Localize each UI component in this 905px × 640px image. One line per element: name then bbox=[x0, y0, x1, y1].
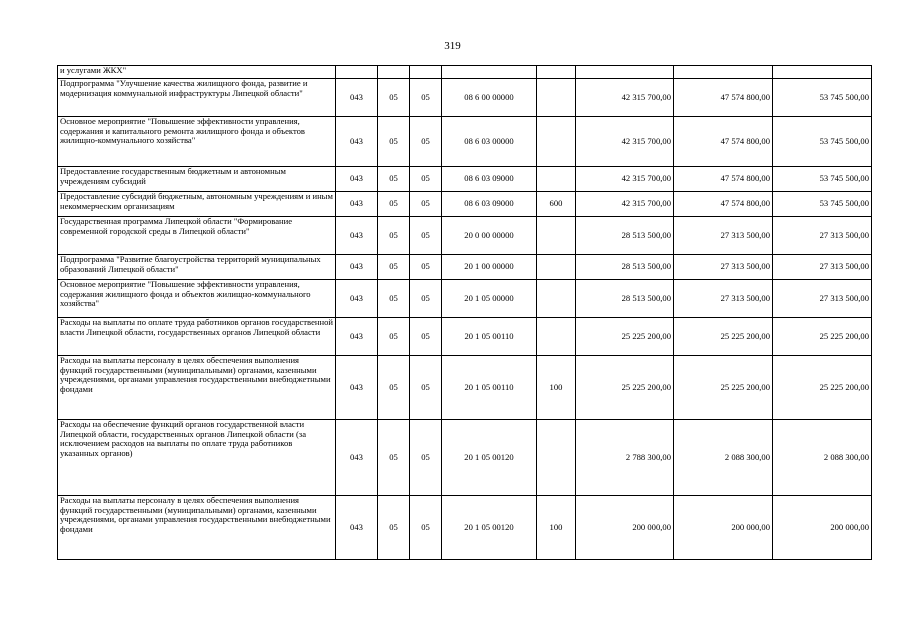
table-row bbox=[58, 496, 872, 560]
amount-2022 bbox=[773, 66, 872, 79]
section-code: 05 bbox=[378, 356, 410, 420]
table-row bbox=[58, 192, 872, 217]
row-name: Подпрограмма "Развитие благоустройства территорий муниципальных образований Липецкой области" bbox=[58, 255, 336, 280]
expense-type-code bbox=[537, 255, 576, 280]
subsection-code: 05 bbox=[410, 79, 442, 117]
section-code bbox=[378, 66, 410, 79]
subsection-code: 05 bbox=[410, 420, 442, 496]
amount-2020: 42 315 700,00 bbox=[576, 167, 674, 192]
table-row bbox=[58, 280, 872, 318]
target-article-code bbox=[442, 66, 537, 79]
ministry-code: 043 bbox=[336, 496, 378, 560]
ministry-code: 043 bbox=[336, 280, 378, 318]
expense-type-code bbox=[537, 217, 576, 255]
amount-2022: 25 225 200,00 bbox=[773, 356, 872, 420]
amount-2022: 25 225 200,00 bbox=[773, 318, 872, 356]
amount-2021: 47 574 800,00 bbox=[674, 117, 773, 167]
target-article-code: 20 1 05 00120 bbox=[442, 420, 537, 496]
table-row bbox=[58, 117, 872, 167]
amount-2020: 42 315 700,00 bbox=[576, 79, 674, 117]
target-article-code: 20 1 05 00120 bbox=[442, 496, 537, 560]
ministry-code: 043 bbox=[336, 117, 378, 167]
amount-2022: 27 313 500,00 bbox=[773, 280, 872, 318]
expense-type-code bbox=[537, 420, 576, 496]
ministry-code: 043 bbox=[336, 192, 378, 217]
amount-2020 bbox=[576, 66, 674, 79]
target-article-code: 08 6 03 00000 bbox=[442, 117, 537, 167]
target-article-code: 08 6 03 09000 bbox=[442, 167, 537, 192]
ministry-code bbox=[336, 66, 378, 79]
target-article-code: 20 0 00 00000 bbox=[442, 217, 537, 255]
ministry-code: 043 bbox=[336, 255, 378, 280]
table-row bbox=[58, 217, 872, 255]
amount-2022: 27 313 500,00 bbox=[773, 217, 872, 255]
subsection-code: 05 bbox=[410, 117, 442, 167]
amount-2020: 42 315 700,00 bbox=[576, 117, 674, 167]
amount-2020: 25 225 200,00 bbox=[576, 356, 674, 420]
subsection-code: 05 bbox=[410, 255, 442, 280]
amount-2022: 200 000,00 bbox=[773, 496, 872, 560]
row-name: Расходы на выплаты по оплате труда работников органов государственной власти Липецкой области, государственных органов Липецкой области bbox=[58, 318, 336, 356]
amount-2021: 47 574 800,00 bbox=[674, 192, 773, 217]
amount-2022: 53 745 500,00 bbox=[773, 79, 872, 117]
row-name: Расходы на выплаты персоналу в целях обеспечения выполнения функций государственными (муниципальными) органами, казенными учреждениями, органами управления государственными внебюджетными фондами bbox=[58, 496, 336, 560]
table-row bbox=[58, 79, 872, 117]
amount-2021: 47 574 800,00 bbox=[674, 167, 773, 192]
section-code: 05 bbox=[378, 167, 410, 192]
subsection-code: 05 bbox=[410, 167, 442, 192]
target-article-code: 08 6 00 00000 bbox=[442, 79, 537, 117]
expense-type-code bbox=[537, 79, 576, 117]
amount-2020: 28 513 500,00 bbox=[576, 280, 674, 318]
row-name: Расходы на выплаты персоналу в целях обеспечения выполнения функций государственными (муниципальными) органами, казенными учреждениями, органами управления государственными внебюджетными фондами bbox=[58, 356, 336, 420]
amount-2021 bbox=[674, 66, 773, 79]
amount-2021: 25 225 200,00 bbox=[674, 318, 773, 356]
subsection-code: 05 bbox=[410, 280, 442, 318]
amount-2021: 27 313 500,00 bbox=[674, 280, 773, 318]
amount-2021: 2 088 300,00 bbox=[674, 420, 773, 496]
amount-2020: 2 788 300,00 bbox=[576, 420, 674, 496]
table-row bbox=[58, 318, 872, 356]
section-code: 05 bbox=[378, 255, 410, 280]
expense-type-code bbox=[537, 318, 576, 356]
section-code: 05 bbox=[378, 217, 410, 255]
table-row bbox=[58, 420, 872, 496]
subsection-code bbox=[410, 66, 442, 79]
ministry-code: 043 bbox=[336, 318, 378, 356]
table-row bbox=[58, 66, 872, 79]
amount-2022: 27 313 500,00 bbox=[773, 255, 872, 280]
row-name: Предоставление государственным бюджетным и автономным учреждениям субсидий bbox=[58, 167, 336, 192]
subsection-code: 05 bbox=[410, 496, 442, 560]
section-code: 05 bbox=[378, 318, 410, 356]
section-code: 05 bbox=[378, 420, 410, 496]
ministry-code: 043 bbox=[336, 217, 378, 255]
row-name: Государственная программа Липецкой области "Формирование современной городской среды в Липецкой области" bbox=[58, 217, 336, 255]
amount-2020: 25 225 200,00 bbox=[576, 318, 674, 356]
expense-type-code: 600 bbox=[537, 192, 576, 217]
target-article-code: 20 1 05 00110 bbox=[442, 356, 537, 420]
section-code: 05 bbox=[378, 280, 410, 318]
expense-type-code bbox=[537, 117, 576, 167]
subsection-code: 05 bbox=[410, 356, 442, 420]
amount-2020: 28 513 500,00 bbox=[576, 255, 674, 280]
amount-2021: 200 000,00 bbox=[674, 496, 773, 560]
row-name: Подпрограмма "Улучшение качества жилищного фонда, развитие и модернизация коммунальной инфраструктуры Липецкой области" bbox=[58, 79, 336, 117]
budget-table bbox=[57, 65, 872, 560]
row-name: Основное мероприятие "Повышение эффективности управления, содержания жилищного фонда и объектов жилищно-коммунального хозяйства" bbox=[58, 280, 336, 318]
subsection-code: 05 bbox=[410, 192, 442, 217]
target-article-code: 20 1 05 00000 bbox=[442, 280, 537, 318]
expense-type-code bbox=[537, 280, 576, 318]
amount-2022: 53 745 500,00 bbox=[773, 167, 872, 192]
row-name: Основное мероприятие "Повышение эффективности управления, содержания и капитального ремонта жилищного фонда и объектов жилищно-коммунального хозяйства" bbox=[58, 117, 336, 167]
amount-2021: 27 313 500,00 bbox=[674, 255, 773, 280]
ministry-code: 043 bbox=[336, 167, 378, 192]
amount-2020: 200 000,00 bbox=[576, 496, 674, 560]
section-code: 05 bbox=[378, 79, 410, 117]
table-row bbox=[58, 167, 872, 192]
section-code: 05 bbox=[378, 117, 410, 167]
expense-type-code: 100 bbox=[537, 356, 576, 420]
ministry-code: 043 bbox=[336, 420, 378, 496]
table-row bbox=[58, 356, 872, 420]
amount-2022: 53 745 500,00 bbox=[773, 192, 872, 217]
section-code: 05 bbox=[378, 496, 410, 560]
amount-2021: 25 225 200,00 bbox=[674, 356, 773, 420]
target-article-code: 20 1 00 00000 bbox=[442, 255, 537, 280]
row-name: Предоставление субсидий бюджетным, автономным учреждениям и иным некоммерческим организациям bbox=[58, 192, 336, 217]
expense-type-code: 100 bbox=[537, 496, 576, 560]
amount-2022: 2 088 300,00 bbox=[773, 420, 872, 496]
subsection-code: 05 bbox=[410, 318, 442, 356]
page-number: 319 bbox=[444, 40, 461, 52]
section-code: 05 bbox=[378, 192, 410, 217]
expense-type-code bbox=[537, 66, 576, 79]
ministry-code: 043 bbox=[336, 79, 378, 117]
amount-2020: 28 513 500,00 bbox=[576, 217, 674, 255]
expense-type-code bbox=[537, 167, 576, 192]
amount-2022: 53 745 500,00 bbox=[773, 117, 872, 167]
subsection-code: 05 bbox=[410, 217, 442, 255]
ministry-code: 043 bbox=[336, 356, 378, 420]
row-name: и услугами ЖКХ" bbox=[58, 66, 336, 79]
target-article-code: 20 1 05 00110 bbox=[442, 318, 537, 356]
target-article-code: 08 6 03 09000 bbox=[442, 192, 537, 217]
amount-2021: 47 574 800,00 bbox=[674, 79, 773, 117]
amount-2020: 42 315 700,00 bbox=[576, 192, 674, 217]
row-name: Расходы на обеспечение функций органов государственной власти Липецкой области, государственных органов Липецкой области (за исключением расходов на выплаты по оплате труда работников указанных органов) bbox=[58, 420, 336, 496]
amount-2021: 27 313 500,00 bbox=[674, 217, 773, 255]
table-row bbox=[58, 255, 872, 280]
